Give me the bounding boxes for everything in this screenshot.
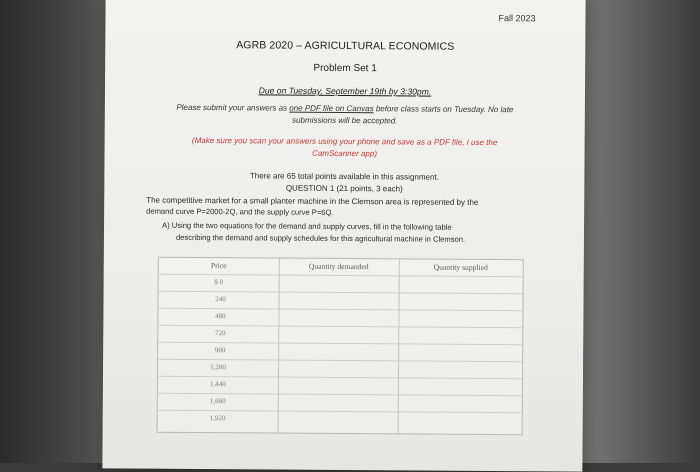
problem-set-title: Problem Set 1	[313, 62, 377, 75]
table-row	[159, 274, 523, 278]
course-title: AGRB 2020 – AGRICULTURAL ECONOMICS	[236, 39, 455, 53]
table-row	[158, 410, 522, 414]
due-date: Due on Tuesday, September 19th by 3:30pm.	[258, 85, 432, 97]
price-cell: 960	[214, 346, 226, 355]
table-row	[159, 291, 523, 295]
submit-text-link: one PDF file on Canvas	[289, 103, 374, 114]
table-row	[158, 325, 522, 329]
table-row	[158, 393, 522, 397]
total-points: There are 65 total points available in this assignment.	[249, 171, 439, 182]
table-row	[158, 376, 522, 380]
term-label: Fall 2023	[498, 13, 536, 24]
price-cell: 240	[215, 295, 226, 304]
price-cell: 720	[215, 329, 226, 338]
price-cell: 1,440	[210, 380, 226, 389]
header-quantity-demanded: Quantity demanded	[308, 261, 369, 272]
price-cell: 1,200	[210, 363, 226, 372]
paper-sheet	[102, 0, 585, 472]
scan-note-line2: CamScanner app)	[312, 148, 378, 159]
problem-statement-line1: The competitive market for a small planter machine in the Clemson area is represented by the	[146, 195, 479, 207]
part-a-line2: describing the demand and supply schedules for this agricultural machine in Clemson.	[175, 232, 466, 244]
header-price: Price	[210, 261, 227, 271]
question-heading: QUESTION 1 (21 points, 3 each)	[285, 183, 403, 194]
scan-note-line1: (Make sure you scan your answers using your phone and save as a PDF file, I use the	[191, 135, 498, 148]
price-cell: $ 0	[214, 278, 224, 287]
schedule-table	[157, 257, 524, 436]
price-cell: 480	[215, 312, 226, 321]
submit-text-pre: Please submit your answers as	[176, 102, 290, 113]
table-divider	[398, 259, 400, 433]
submit-instructions	[105, 102, 585, 114]
table-row	[158, 359, 522, 363]
submit-instructions-line2: submissions will be accepted.	[292, 115, 398, 126]
price-cell: 1,920	[209, 414, 226, 423]
table-divider	[278, 259, 280, 433]
problem-statement-line2: demand curve P=2000-2Q, and the supply curve P=6Q.	[146, 206, 334, 217]
header-quantity-supplied: Quantity supplied	[433, 262, 488, 273]
table-row	[158, 342, 522, 346]
part-a-line1: A) Using the two equations for the demand and supply curves, fill in the following table	[162, 220, 452, 232]
submit-text-post: before class starts on Tuesday. No late	[373, 104, 514, 115]
price-cell: 1,680	[209, 397, 226, 406]
table-row	[158, 308, 522, 312]
